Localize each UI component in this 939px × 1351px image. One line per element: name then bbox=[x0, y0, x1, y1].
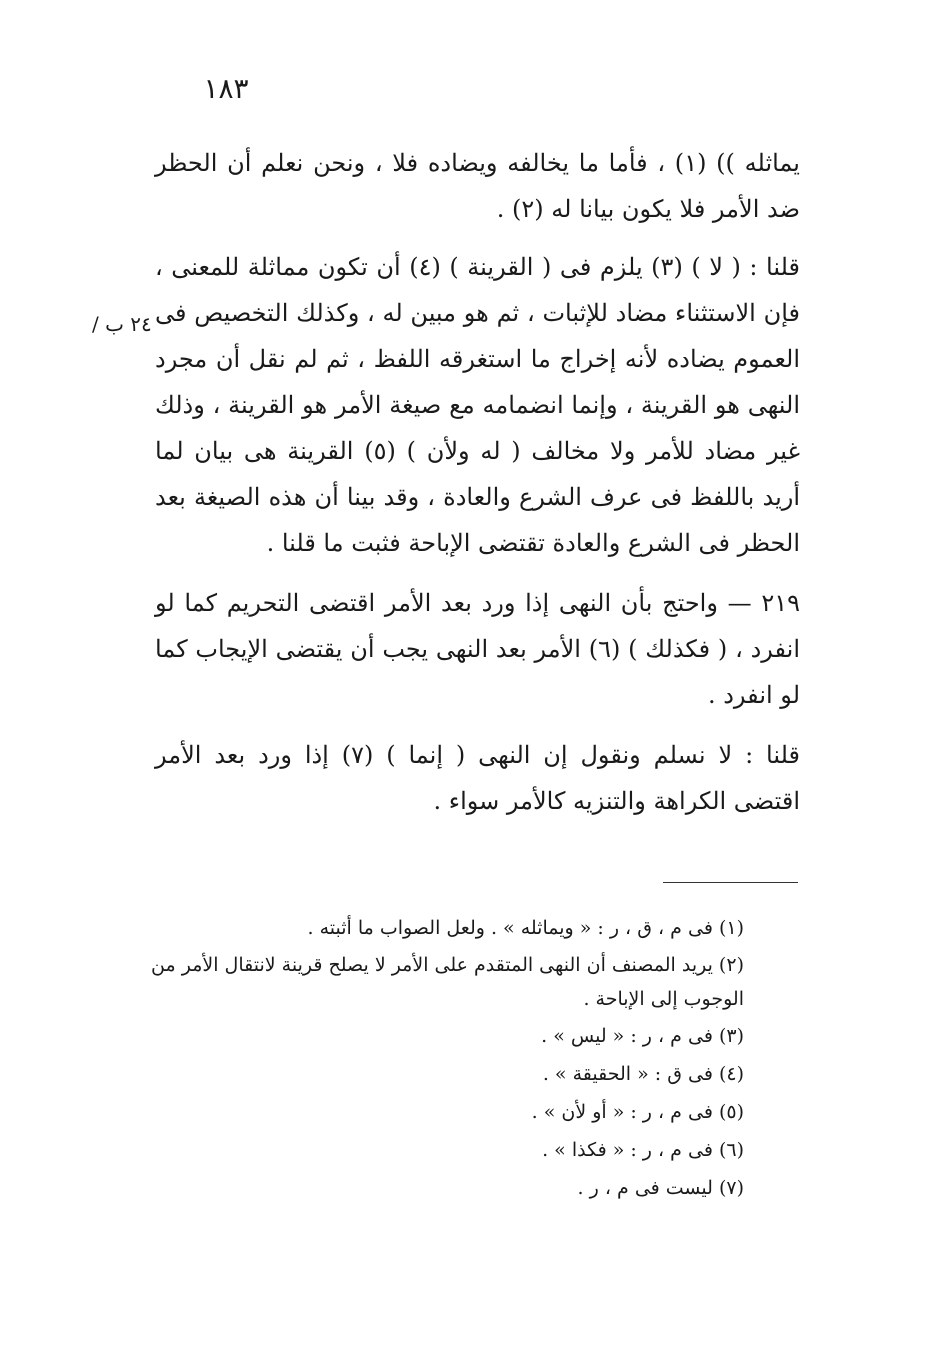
footnote-divider bbox=[663, 882, 798, 883]
footnotes bbox=[150, 910, 798, 1208]
page-number: ١٨٣ bbox=[203, 72, 249, 105]
paragraph-2: قلنا : ( لا ) (٣) يلزم فى ( القرينة ) (٤) أن تكون مماثلة للمعنى ، فإن الاستثناء مضاد للإثبات ، ثم هو مبين له ، وكذلك التخصيص فى العموم يضاده لأنه إخراج ما استغرقه اللفظ ، ثم لم نقل أن مجرد النهى هو القرينة ، وإنما انضمامه مع صيغة الأمر هو القرينة ، وذلك غير مضاد للأمر ولا مخالف ( له ولأن ) (٥) القرينة هى بيان لما أريد باللفظ فى عرف الشرع والعادة ، وقد بينا أن هذه الصيغة بعد الحظر فى الشرع والعادة تقتضى الإباحة فثبت ما قلنا . bbox=[155, 253, 800, 557]
footnote-1: (١) فى م ، ق ، ر : « ويماثله » . ولعل الصواب ما أثبته . bbox=[307, 917, 744, 939]
footnote-2: (٢) يريد المصنف أن النهى المتقدم على الأمر لا يصلح قرينة لانتقال الأمر من الوجوب إلى الإباحة . bbox=[151, 954, 744, 1010]
paragraph-3: ٢١٩ — واحتج بأن النهى إذا ورد بعد الأمر اقتضى التحريم كما لو انفرد ، ( فكذلك ) (٦) الأمر بعد النهى يجب أن يقتضى الإيجاب كما لو انفرد . bbox=[155, 589, 801, 709]
footnote-3: (٣) فى م ، ر : « ليس » . bbox=[541, 1025, 744, 1047]
paragraph-1: يماثله )) (١) ، فأما ما يخالفه ويضاده فلا ، ونحن نعلم أن الحظر ضد الأمر فلا يكون بيانا له (٢) . bbox=[155, 149, 800, 223]
main-text bbox=[155, 140, 800, 838]
margin-folio-note: ٢٤ ب / bbox=[92, 312, 152, 336]
paragraph-4: قلنا : لا نسلم ونقول إن النهى ( إنما ) (٧) إذا ورد بعد الأمر اقتضى الكراهة والتنزيه كالأمر سواء . bbox=[155, 741, 801, 815]
footnote-6: (٦) فى م ، ر : « فكذا » . bbox=[542, 1139, 744, 1161]
footnote-4: (٤) فى ق : « الحقيقة » . bbox=[542, 1063, 744, 1085]
footnote-7: (٧) ليست فى م ، ر . bbox=[577, 1177, 744, 1199]
footnote-5: (٥) فى م ، ر : « أو لأن » . bbox=[531, 1101, 744, 1123]
